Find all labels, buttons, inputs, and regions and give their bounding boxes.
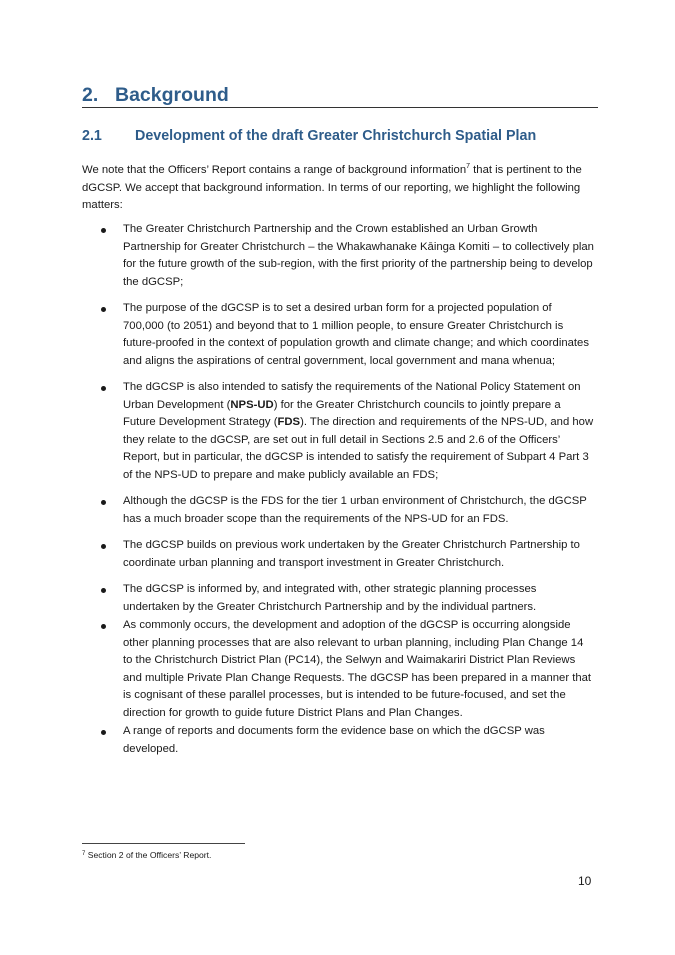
intro-text-end: that is pertinent to the dGCSP. We accept that background information. In terms of our reporting, we highlight the following matters:: [82, 164, 582, 211]
footnote: [82, 850, 211, 861]
list-item: [82, 617, 594, 722]
intro-paragraph: [82, 162, 594, 215]
list-item: [82, 493, 594, 528]
footnote-divider: [82, 843, 245, 844]
list-item: [82, 300, 594, 370]
subsection-title: Development of the draft Greater Christchurch Spatial Plan: [135, 128, 537, 144]
list-item: [82, 379, 594, 484]
bullet-icon: [101, 500, 106, 505]
list-item-text: The purpose of the dGCSP is to set a desired urban form for a projected population of 700,000 (to 2051) and beyond that to 1 million people, to ensure Greater Christchurch is future-proofed in the context of population growth and climate change; and which coordinates and aligns the aspirations of central government, local government and mana whenua;: [123, 302, 589, 367]
section-heading: [82, 84, 598, 108]
list-item-text: A range of reports and documents form the evidence base on which the dGCSP was developed.: [123, 725, 545, 755]
list-item-text: The dGCSP is informed by, and integrated with, other strategic planning processes undertaken by the Greater Christchurch Partnership and by the individual partners.: [123, 583, 537, 613]
bullet-icon: [101, 386, 106, 391]
section-title: Background: [115, 84, 229, 106]
bullet-icon: [101, 307, 106, 312]
nps-ud-term: NPS-UD: [230, 398, 274, 411]
page-number: 10: [578, 874, 592, 888]
list-item-text: As commonly occurs, the development and adoption of the dGCSP is occurring alongside other planning processes that are also relevant to urban planning, including Plan Change 14 to the Christchurch District Plan (PC14), the Selwyn and Waimakariri District Plan Reviews and multiple Private Plan Change Requests. The dGCSP has been prepared in a manner that is cognisant of these parallel processes, but is intended to be future-focused, and set the direction for growth to guide future District Plans and Plan Changes.: [123, 619, 592, 719]
bullet-icon: [101, 228, 106, 233]
subsection-heading: [82, 128, 536, 145]
footnote-text: Section 2 of the Officers’ Report.: [85, 850, 212, 860]
list-item: [82, 581, 594, 616]
list-item: [82, 723, 594, 758]
list-item-text: The dGCSP builds on previous work undertaken by the Greater Christchurch Partnership to coordinate urban planning and transport investment in Greater Christchurch.: [123, 539, 580, 569]
list-item-text: Although the dGCSP is the FDS for the tier 1 urban environment of Christchurch, the dGCSP has a much broader scope than the requirements of the NPS-UD for an FDS.: [123, 495, 587, 525]
bullet-icon: [101, 730, 106, 735]
fds-term: FDS: [277, 416, 301, 428]
subsection-number: 2.1: [82, 128, 102, 144]
list-item-text: The dGCSP is also intended to satisfy the requirements of the National Policy Statement on Urban Development (: [123, 381, 581, 411]
list-item-text: ). The direction and requirements of the NPS-UD, and how they relate to the dGCSP, are set out in full detail in Sections 2.5 and 2.6 of the Officers’ Report, but in particular, the dGCSP is intended to satisfy the requirement of Subpart 4 Part 3 of the NPS-UD to prepare and make publicly available an FDS;: [123, 416, 594, 481]
list-item: [82, 221, 594, 291]
list-item-text: The Greater Christchurch Partnership and the Crown established an Urban Growth Partnership for Greater Christchurch – the Whakawhanake Kāinga Komiti – to collectively plan for the future growth of the sub-region, with the first priority of the partnership being to develop the dGCSP;: [123, 223, 594, 288]
footnote-reference[interactable]: 7: [466, 163, 471, 170]
intro-text-start: We note that the Officers’ Report contains a range of background information: [82, 164, 467, 176]
footnote-number: 7: [82, 851, 86, 857]
matters-list: [82, 221, 594, 759]
list-item-text: ) for the Greater Christchurch councils to jointly prepare a Future Development Strategy (: [123, 398, 561, 428]
bullet-icon: [101, 544, 106, 549]
section-number: 2.: [82, 84, 99, 106]
bullet-icon: [101, 624, 106, 629]
bullet-icon: [101, 588, 106, 593]
list-item: [82, 537, 594, 572]
